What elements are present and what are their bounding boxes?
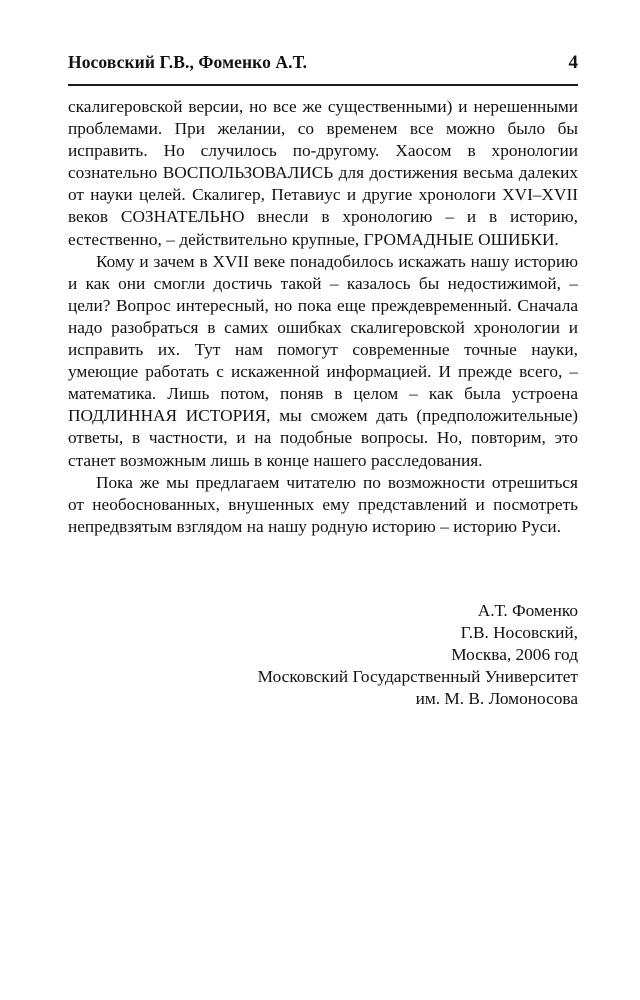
signature-line-institution-name: им. М. В. Ломоносова — [415, 689, 578, 709]
signature-line-place-date: Москва, 2006 год — [451, 645, 578, 665]
paragraph-1: скалигеровской версии, но все же существенными) и нерешенными проблемами. При желании, со временем все можно было бы исправить. Но случилось по-другому. Хаосом в хронологии сознательно ВОСПОЛЬЗОВАЛИСЬ для достижения весьма далеких от науки целей. Скалигер, Петавиус и другие хронологи XVI–XVII веков СОЗНАТЕЛЬНО внесли в хронологию – и в историю, естественно, – действительно крупные, ГРОМАДНЫЕ ОШИБКИ. — [68, 97, 578, 249]
body-text — [68, 96, 578, 538]
page-number: 4 — [568, 52, 578, 73]
running-head-authors: Носовский Г.В., Фоменко А.Т. — [68, 52, 308, 72]
running-head — [68, 52, 578, 78]
header-rule — [68, 84, 578, 86]
signature-line-author-1: А.Т. Фоменко — [477, 601, 578, 620]
signature-block — [68, 600, 578, 710]
signature-line-author-2: Г.В. Носовский, — [460, 623, 578, 643]
paragraph-3: Пока же мы предлагаем читателю по возможности отрешиться от необоснованных, внушенных ему представлений и посмотреть непредвзятым взглядом на нашу родную историю – историю Руси. — [68, 472, 578, 536]
signature-line-institution: Московский Государственный Университет — [257, 667, 578, 687]
paragraph-2: Кому и зачем в XVII веке понадобилось искажать нашу историю и как они смогли достичь такой – казалось бы недостижимой, – цели? Вопрос интересный, но пока еще преждевременный. Сначала надо разобраться в самих ошибках скалигеровской хронологии и исправить их. Тут нам помогут современные точные науки, умеющие работать с искаженной информацией. И прежде всего, – математика. Лишь потом, поняв в целом – как была устроена ПОДЛИННАЯ ИСТОРИЯ, мы сможем дать (предположительные) ответы, в частности, и на подобные вопросы. Но, повторим, это станет возможным лишь в конце нашего расследования. — [68, 251, 578, 470]
